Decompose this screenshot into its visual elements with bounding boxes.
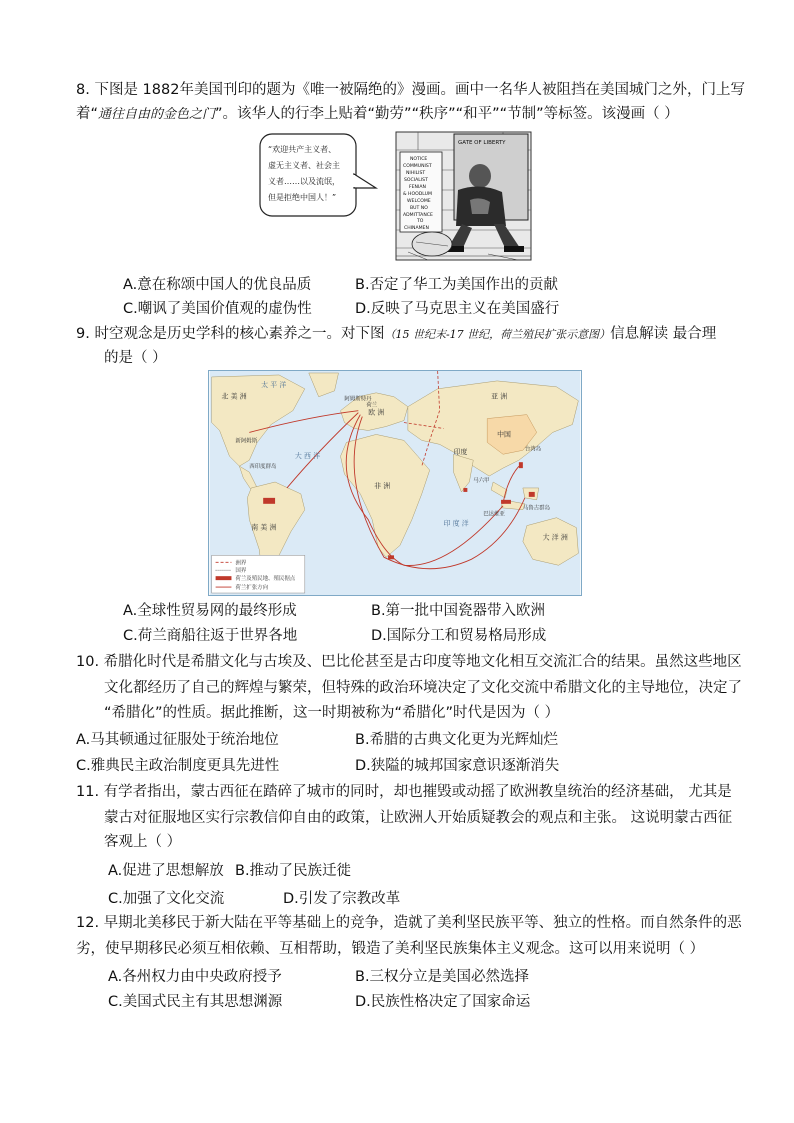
q8-option-b[interactable]: B.否定了华工为美国作出的贡献: [355, 277, 559, 293]
q9-option-a[interactable]: A.全球性贸易网的最终形成: [123, 603, 297, 619]
q8-stem-line1: 8. 下图是 1882年美国刊印的题为《唯一被隔绝的》漫画。画中一名华人被阻挡在美国城门之外，门上写: [76, 82, 745, 98]
q8-stem-line2-a: 着“: [76, 106, 99, 122]
q10-stem-line1: 10. 希腊化时代是希腊文化与古埃及、巴比伦甚至是古印度等地文化相互交流汇合的结果。虽然这些地区: [76, 654, 742, 670]
q9-stem-b: 信息解读 最合理: [610, 326, 717, 342]
q9-stem-line1: [76, 324, 716, 345]
lbl-china: 中国: [497, 430, 511, 439]
lbl-atlantic: 大 西 洋: [294, 452, 321, 461]
colony-guiana: [263, 498, 275, 504]
q9-option-b[interactable]: B.第一批中国瓷器带入欧洲: [371, 603, 546, 619]
colony-taiwan: [519, 462, 523, 468]
q11-option-c[interactable]: C.加强了文化交流: [108, 891, 225, 907]
notice-2: COMMUNIST: [403, 164, 432, 169]
q10-option-b[interactable]: B.希腊的古典文化更为光辉灿烂: [355, 732, 559, 748]
q11-stem-line2: 蒙古对征服地区实行宗教信仰自由的政策，让欧洲人开始质疑教会的观点和主张。 这说明蒙古西征: [104, 810, 733, 826]
q8-option-d[interactable]: D.反映了马克思主义在美国盛行: [355, 301, 560, 317]
notice-8: BUT NO: [410, 206, 428, 211]
q10-option-c[interactable]: C.雅典民主政治制度更具先进性: [76, 758, 280, 774]
q12-stem-line1: 12. 早期北美移民于新大陆在平等基础上的竞争，造就了美利坚民族平等、独立的性格。而自然条件的恶: [76, 915, 742, 931]
q12-option-b[interactable]: B.三权分立是美国必然选择: [355, 969, 530, 985]
q9-option-d[interactable]: D.国际分工和贸易格局形成: [371, 628, 547, 644]
q9-map-caption: （15 世纪末-17 世纪，荷兰殖民扩张示意图）: [384, 328, 611, 341]
notice-4: SOCIALIST: [404, 178, 428, 183]
legend-3: 荷兰及殖民地、殖民据点: [235, 576, 296, 583]
notice-3: NIHILIST: [406, 171, 426, 176]
gate-sign: GATE OF LIBERTY: [458, 140, 506, 146]
legend-2: 国界: [235, 568, 247, 575]
notice-11: CHINAMEN: [404, 226, 429, 231]
cartoon-figure: [258, 130, 533, 262]
lbl-europe: 欧 洲: [368, 408, 385, 417]
lbl-batavia: 巴达维亚: [483, 511, 505, 518]
q11-stem-line1: 11. 有学者指出，蒙古西征在踏碎了城市的同时，却也摧毁或动摇了欧洲教皇统治的经济基础， 尤其是: [76, 784, 732, 800]
notice-9: ADMITTANCE: [403, 213, 433, 218]
legend-4: 荷兰扩张方向: [235, 585, 269, 592]
notice-10: TO: [417, 219, 424, 224]
map-legend: [212, 555, 305, 593]
q11-option-a[interactable]: A.促进了思想解放: [108, 863, 224, 879]
lbl-netherlands: 荷兰: [366, 402, 378, 409]
q10-stem-line2: 文化都经历了自己的辉煌与繁荣，但特殊的政治环境决定了文化交流中希腊文化的主导地位，决定了: [104, 680, 742, 696]
lbl-moluccas: 马鲁古群岛: [522, 505, 551, 512]
lbl-west-indies: 西印度群岛: [249, 464, 277, 471]
bubble-line-3: 义者……以及流氓，: [268, 177, 340, 186]
lbl-pacific: 太 平 洋: [261, 380, 287, 389]
q9-stem-line2: 的是（ ）: [104, 350, 167, 366]
q9-option-c[interactable]: C.荷兰商船往返于世界各地: [123, 628, 298, 644]
q12-stem-line2: 劣，使早期移民必须互相依赖、互相帮助，锻造了美利坚民族集体主义观念。这可以用来说明（ ）: [76, 941, 705, 957]
legend-1: 洲界: [235, 560, 247, 567]
notice-5: FENIAN: [409, 185, 426, 190]
q8-stem-quote: 通往自由的金色之门: [98, 107, 216, 122]
notice-7: WELCOME: [407, 199, 431, 204]
notice-1: NOTICE: [410, 157, 428, 162]
lbl-oceania: 大 洋 洲: [542, 533, 568, 542]
q10-option-a[interactable]: A.马其顿通过征服处于统治地位: [76, 732, 279, 748]
lbl-indian: 印 度 洋: [443, 519, 469, 528]
lbl-taiwan: 台湾岛: [524, 446, 542, 453]
q11-option-b[interactable]: B.推动了民族迁徙: [235, 863, 352, 879]
lbl-amsterdam: 阿姆斯特丹: [344, 396, 372, 403]
q8-stem-line2: [76, 104, 679, 125]
bubble-line-4: 但是拒绝中国人！”: [268, 193, 337, 202]
notice-6: & HOODLUM: [403, 192, 432, 197]
lbl-new-amsterdam: 新阿姆斯: [235, 438, 258, 445]
bubble-line-1: “欢迎共产主义者、: [268, 145, 337, 154]
q8-option-c[interactable]: C.嘲讽了美国价值观的虚伪性: [123, 301, 312, 317]
q12-option-a[interactable]: A.各州权力由中央政府授予: [108, 969, 282, 985]
dutch-expansion-map: [208, 370, 582, 596]
bubble-line-2: 虚无主义者、社会主: [268, 161, 340, 170]
lbl-north-america: 北 美 洲: [221, 392, 247, 401]
q8-stem-line2-b: ”。该华人的行李上贴着“勤劳”“秩序”“和平”“节制”等标签。该漫画（ ）: [215, 106, 679, 122]
q8-option-a[interactable]: A.意在称颂中国人的优良品质: [123, 277, 312, 293]
colony-batavia: [501, 500, 511, 504]
lbl-asia: 亚 洲: [491, 392, 508, 401]
lbl-india: 印度: [453, 448, 468, 457]
q12-option-c[interactable]: C.美国式民主有其思想渊源: [108, 994, 283, 1010]
lbl-africa: 非 洲: [374, 481, 391, 490]
lbl-south-america: 南 美 洲: [251, 523, 277, 532]
q11-stem-line3: 客观上（ ）: [104, 834, 182, 850]
colony-ceylon: [463, 488, 467, 492]
q9-stem-a: 9. 时空观念是历史学科的核心素养之一。对下图: [76, 326, 385, 342]
q10-stem-line3: “希腊化”的性质。据此推断，这一时期被称为“希腊化”时代是因为（ ）: [104, 705, 560, 721]
colony-moluccas: [529, 492, 535, 497]
q10-option-d[interactable]: D.狭隘的城邦国家意识逐渐消失: [355, 758, 560, 774]
lbl-malacca: 马六甲: [473, 478, 490, 485]
q12-option-d[interactable]: D.民族性格决定了国家命运: [355, 994, 531, 1010]
q11-option-d[interactable]: D.引发了宗教改革: [283, 891, 401, 907]
